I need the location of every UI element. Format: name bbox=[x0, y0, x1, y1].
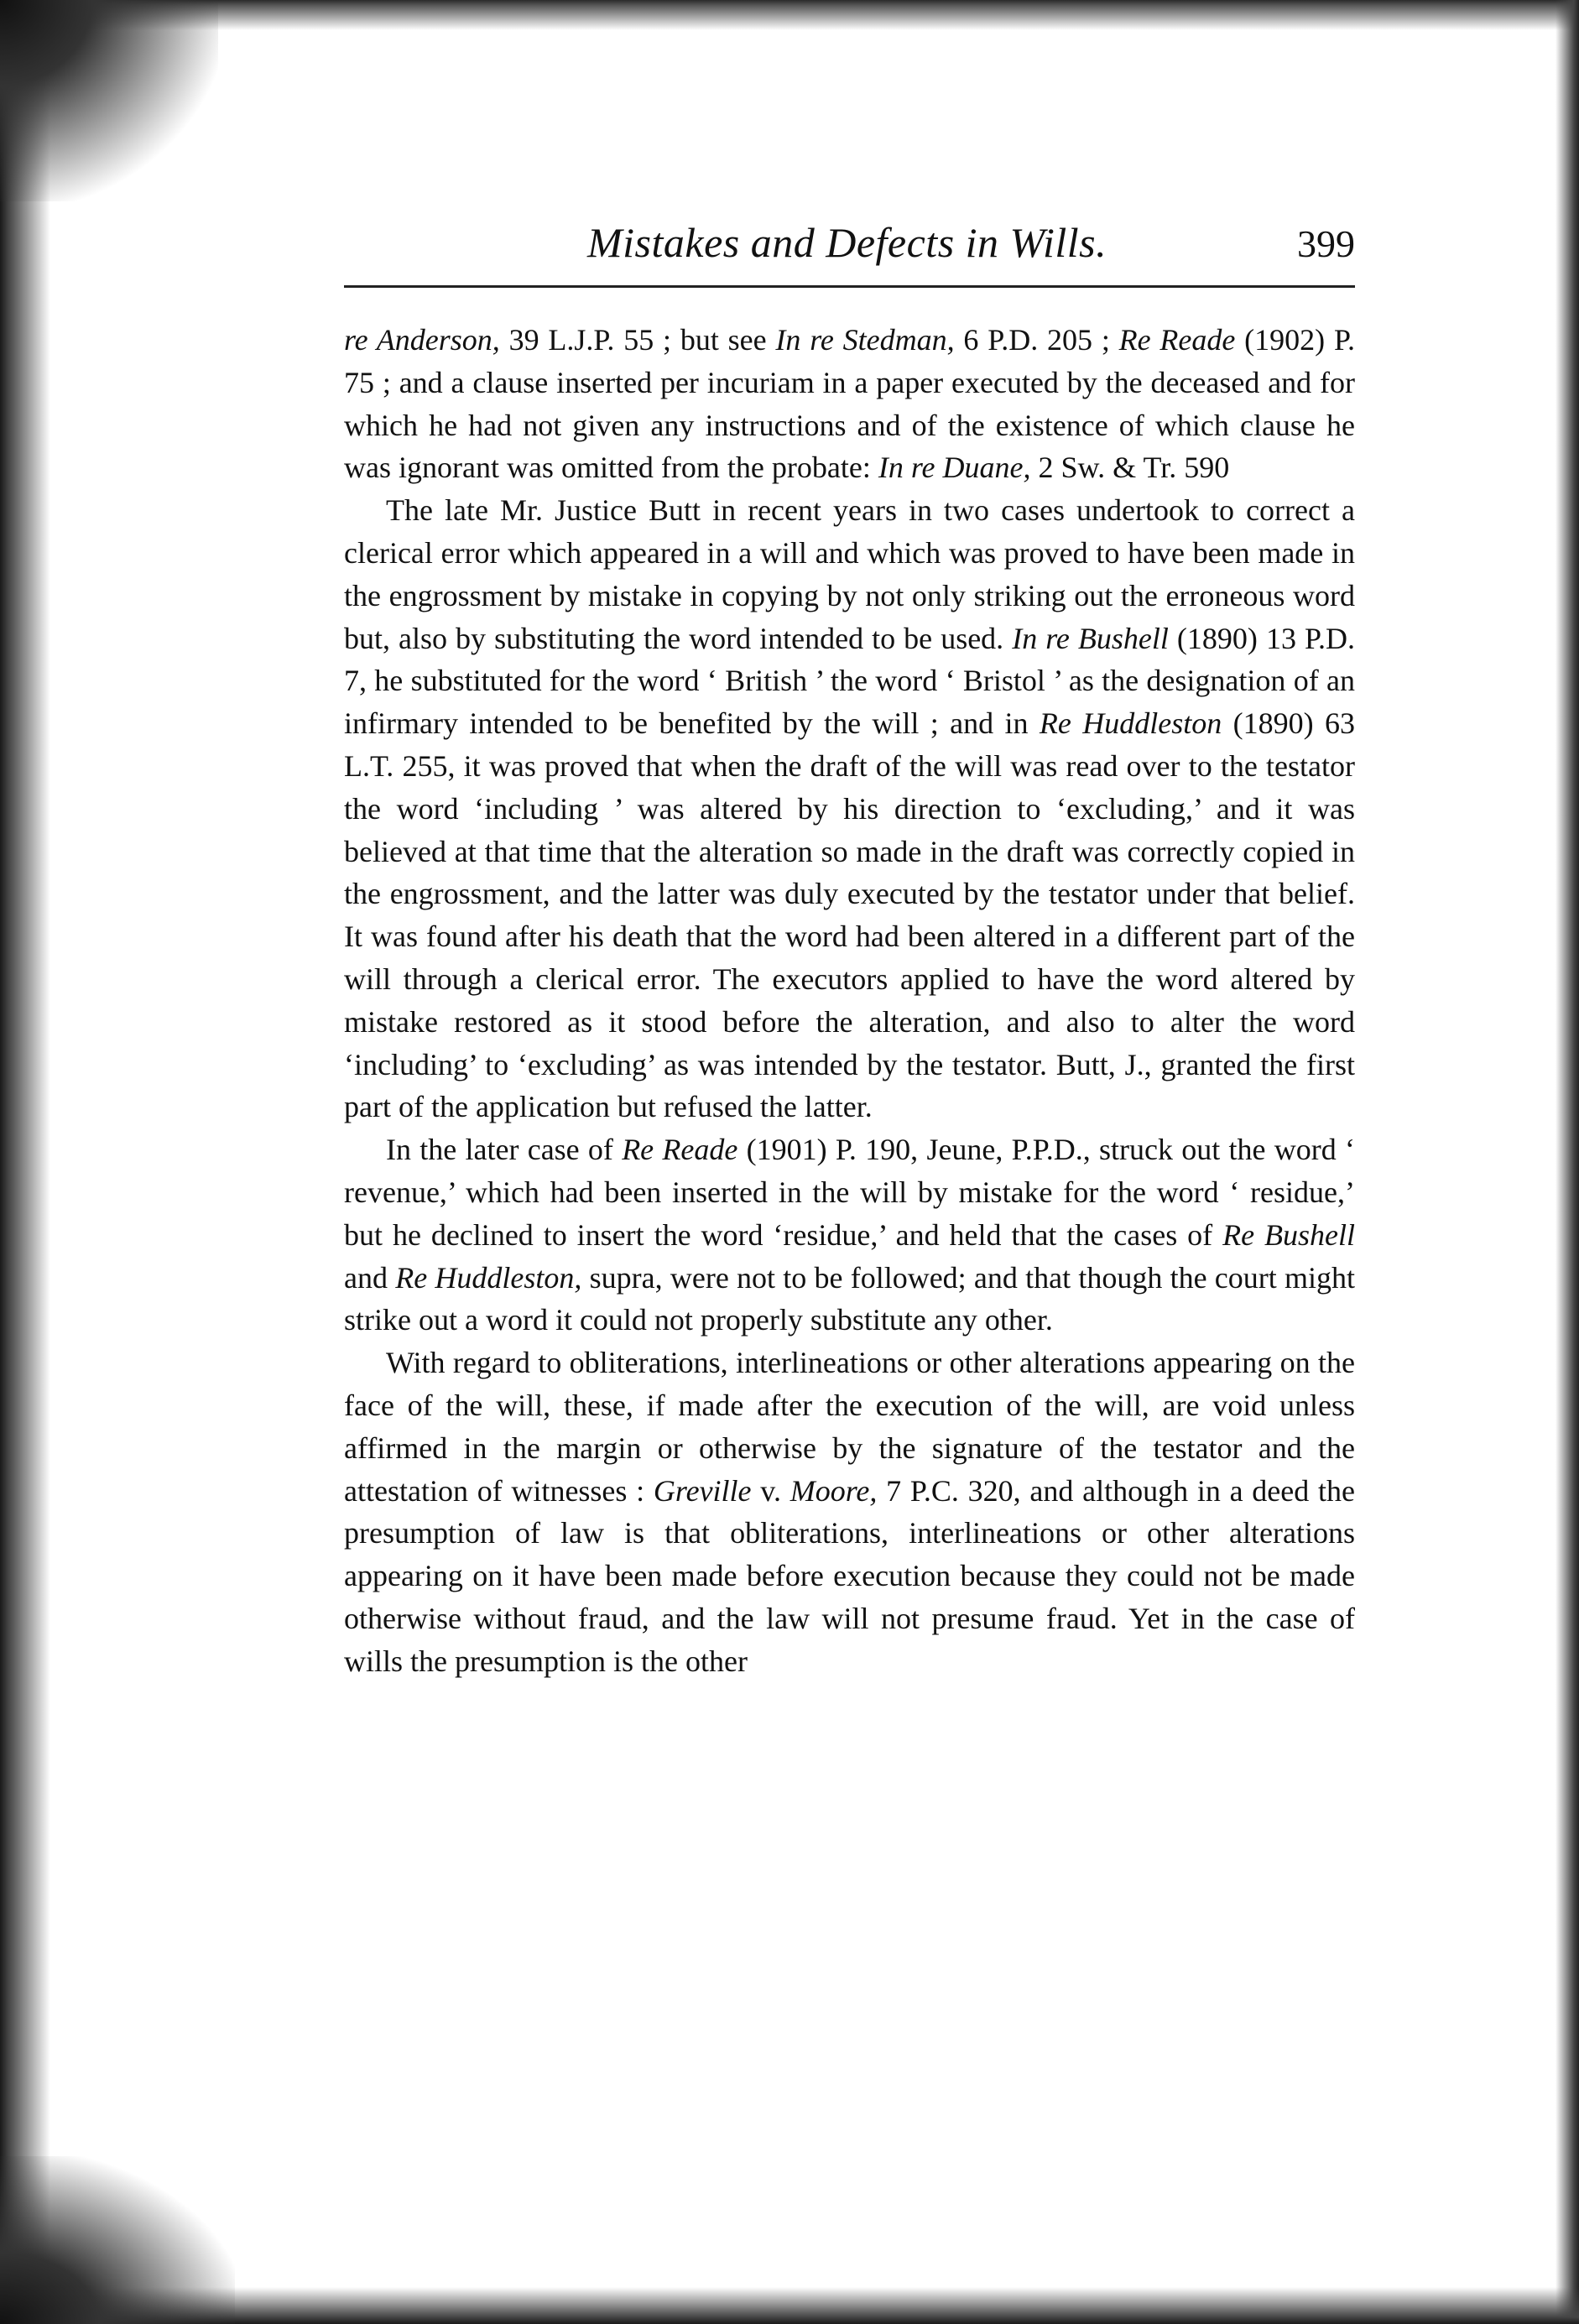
text-run: supra, were not to be followed; and that though the court might strike out a word it could not properly substitute any other. bbox=[344, 1260, 1355, 1337]
text-run: 39 L.J.P. 55 ; but see bbox=[499, 323, 776, 357]
text-run: The late Mr. Justice Butt in recent years in two cases undertook to correct a clerical error which appeared in a will and which was proved to have been made in the engrossment by mistake in copying by not only striking out the erroneous word but, also by substituting the word intended to be used. bbox=[344, 493, 1355, 655]
scan-shadow-corner bbox=[0, 0, 218, 201]
running-head bbox=[344, 210, 1355, 277]
paragraph bbox=[344, 489, 1355, 1128]
paragraph bbox=[344, 1128, 1355, 1342]
case-citation: In re Duane, bbox=[878, 451, 1031, 485]
text-run: With regard to obliterations, interlineations or other alterations appearing on the face of the will, these, if made after the execution of the will, are void unless affirmed in the margin or otherwise by the signature of the testator and the attestation of witnesses : bbox=[344, 1346, 1355, 1508]
text-run: (1890) 63 L.T. 255, it was proved that when the draft of the will was read over to the testator the word ‘including ’ was altered by his direction to ‘excluding,’ and it was believed at that time that the alteration so made in the draft was correctly copied in the engrossment, and the latter was duly executed by the testator under that belief. It was found after his death that the word had been altered in a different part of the will through a clerical error. The executors applied to have the word altered by mistake restored as it stood before the alteration, and also to alter the word ‘including’ to ‘excluding’ as was intended by the testator. Butt, J., granted the first part of the application but refused the latter. bbox=[344, 706, 1355, 1124]
text-run: v. bbox=[751, 1473, 790, 1508]
scan-shadow-top bbox=[0, 0, 1579, 34]
scan-shadow-corner-bottom bbox=[0, 2156, 235, 2324]
page-number: 399 bbox=[1297, 222, 1355, 265]
case-citation: Re Reade bbox=[622, 1133, 738, 1167]
book-page bbox=[344, 210, 1355, 1678]
body-text bbox=[344, 319, 1355, 1683]
case-citation: In re Bushell bbox=[1012, 621, 1169, 655]
paragraph bbox=[344, 1342, 1355, 1682]
text-run: and bbox=[344, 1260, 396, 1295]
scan-shadow-left bbox=[0, 0, 126, 2324]
case-citation: Re Huddleston, bbox=[395, 1260, 582, 1295]
case-citation: Greville bbox=[653, 1473, 752, 1508]
text-run: 6 P.D. 205 ; bbox=[954, 323, 1119, 357]
header-rule bbox=[344, 285, 1355, 288]
scan-shadow-bottom bbox=[0, 2282, 1579, 2324]
case-citation: re Anderson, bbox=[344, 323, 500, 357]
case-citation: Re Bushell bbox=[1222, 1217, 1355, 1252]
case-citation: Re Huddleston bbox=[1039, 706, 1222, 741]
text-run: 2 Sw. & Tr. 590 bbox=[1030, 451, 1230, 485]
paragraph bbox=[344, 319, 1355, 489]
running-title: Mistakes and Defects in Wills. bbox=[587, 219, 1107, 266]
text-run: (1902) P. 75 ; and a clause inserted per incuriam in a paper executed by the deceased and for which he had not given any instructions and of the existence of which clause he was ignorant was omitted from the probate: bbox=[344, 323, 1355, 485]
case-citation: Re Reade bbox=[1118, 323, 1236, 357]
scan-shadow-right bbox=[1554, 0, 1579, 2324]
case-citation: Moore, bbox=[790, 1473, 878, 1508]
text-run: In the later case of bbox=[386, 1133, 623, 1167]
text-run: (1890) 13 P.D. 7, he substituted for the word ‘ British ’ the word ‘ Bristol ’ as the designation of an infirmary intended to be benefited by the will ; and in bbox=[344, 621, 1355, 741]
text-run: (1901) P. 190, Jeune, P.P.D., struck out the word ‘ revenue,’ which had been inserted in the will by mistake for the word ‘ residue,’ but he declined to insert the word ‘residue,’ and held that the cases of bbox=[344, 1133, 1355, 1252]
text-run: 7 P.C. 320, and although in a deed the presumption of law is that obliterations, interlineations or other alterations appearing on it have been made before execution because they could not be made otherwise without fraud, and the law will not presume fraud. Yet in the case of wills the presumption is the other bbox=[344, 1473, 1355, 1678]
case-citation: In re Stedman, bbox=[775, 323, 955, 357]
